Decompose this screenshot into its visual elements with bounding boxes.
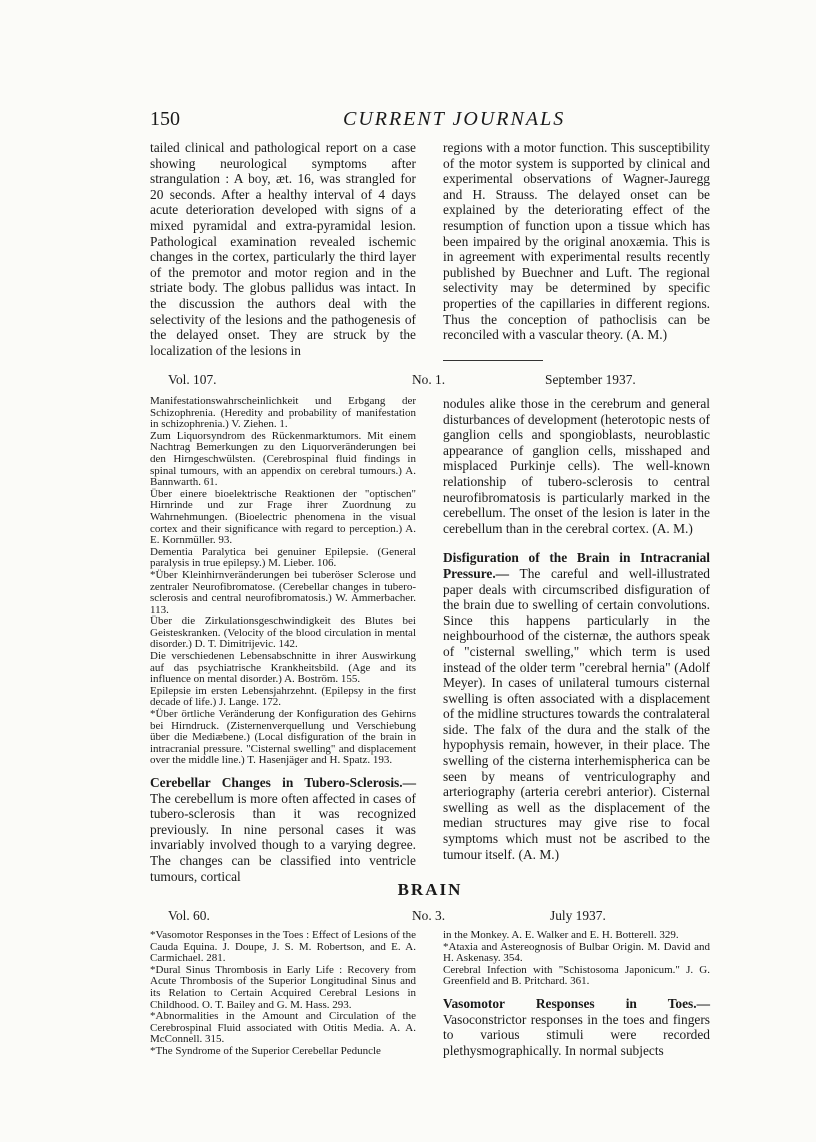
reference-item: Manifestationswahrscheinlichkeit und Erbgang der Schizophrenia. (Heredity and probability of manifestation in schizophrenia.) V. Ziehen. 1. [150,395,416,431]
page-number: 150 [150,108,180,130]
volume-number: Vol. 60. [168,908,210,923]
contents-list-2-left [150,930,416,1058]
top-right-column [443,140,710,343]
disfiguration-article [443,550,710,862]
reference-item: Cerebral Infection with "Schistosoma Japonicum." J. G. Greenfield and B. Pritchard. 361. [443,963,710,988]
article-heading: Cerebellar Changes in Tubero-Sclerosis.— [150,775,416,790]
reference-item: *Über Kleinhirnveränderungen bei tuberöser Sclerose und zentraler Neurofibromatose. (Cerebellar changes in tubero-sclerosis and central neurofibromatosis.) W. Ammerbacher. 113. [150,568,416,616]
issue-date: September 1937. [545,372,636,387]
reference-item: Über die Zirkulationsgeschwindigkeit des Blutes bei Geisteskranken. (Velocity of the blood circulation in mental disorder.) D. T. Dimitrijevic. 142. [150,615,416,651]
reference-item: Über einere bioelektrische Reaktionen der "optischen" Hirnrinde und zur Frage ihrer Zuordnung zu Wahrnehmungen. (Bioelectric phenomena in the visual cortex and their significance with regard to perception.) A. E. Kornmüller. 93. [150,487,416,547]
article-text: The cerebellum is more often affected in cases of tubero-sclerosis than it was recognized previously. In nine personal cases it was invariably involved though to a varying degree. The changes can be classified into ventricle tumours, cortical [150,790,416,884]
article-heading: Vasomotor Responses in Toes.— [443,995,710,1011]
contents-list-2-right [443,930,710,1058]
reference-item: in the Monkey. A. E. Walker and E. H. Botterell. 329. [443,929,679,941]
reference-item: Die verschiedenen Lebensabschnitte in ihrer Auswirkung auf das psychiatrische Krankheitsbild. (Age and its influence on mental disorder.) A. Boström. 155. [150,650,416,686]
issue-number: No. 1. [412,372,446,387]
continued-text-left: tailed clinical and pathological report on a case showing neurological symptoms after strangulation : A boy, æt. 16, was strangled for 20 seconds. After a healthy interval of 4 days acute deterioration developed with signs of a mixed pyramidal and extra-pyramidal lesion. Pathological examination revealed ischemic changes in the cortex, particularly the third layer of the premotor and motor region and in the striate body. The globus pallidus was intact. In the discussion the authors deal with the selectivity of the lesions and the pathogenesis of the delayed onset. They are struck by the localization of the lesions in [150,140,416,358]
issue-date: July 1937. [550,908,606,923]
volume-number: Vol. 107. [168,372,217,387]
article-text: Vasoconstrictor responses in the toes and fingers to various stimuli were recorded plethysmographically. In normal subjects [443,1011,710,1058]
reference-item: Epilepsie im ersten Lebensjahrzehnt. (Epilepsy in the first decade of life.) J. Lange. 172. [150,684,416,709]
reference-item: Dementia Paralytica bei genuiner Epilepsie. (General paralysis in true epilepsy.) M. Lieber. 106. [150,545,416,570]
reference-item: *Ataxia and Astereognosis of Bulbar Origin. M. David and H. Askenasy. 354. [443,940,710,965]
reference-item: *Vasomotor Responses in the Toes : Effect of Lesions of the Cauda Equina. J. Doupe, J. S. M. Robertson, and E. A. Carmichael. 281. [150,929,416,965]
middle-right-column [443,396,710,862]
reference-item: Zum Liquorsyndrom des Rückenmarktumors. Mit einem Nachtrag Bemerkungen zu den Liquorveränderungen bei den Hirngeschwülsten. (Cerebrospinal fluid findings in spinal tumours, with an appendix on cerebral tumours.) A. Bannwarth. 61. [150,429,416,489]
contents-list-1 [150,396,416,884]
top-left-column [150,140,416,358]
section-divider [443,360,543,361]
reference-item: *Über örtliche Veränderung der Konfiguration des Gehirns bei Hirndruck. (Zisternenverquellung und Verschiebung über die Mediæbene.) (Local disfiguration of the brain in intracranial pressure. "Cisternal swelling" and displacement over the middle line.) T. Hasenjäger and H. Spatz. 193. [150,708,416,767]
reference-item: *Dural Sinus Thrombosis in Early Life : Recovery from Acute Thrombosis of the Superior Longitudinal Sinus and its Relation to Certain Acquired Cerebral Lesions in Childhood. O. T. Bailey and G. M. Hass. 293. [150,963,416,1011]
journal-title: CURRENT JOURNALS [343,108,566,130]
cerebellar-article [150,775,416,884]
article-text: The careful and well-illustrated paper deals with circumscribed disfiguration of the brain due to swelling of certain convolutions. Since this happens particularly in the neighbourhood of the cisternæ, the authors speak of "cisternal swelling," which term is used instead of the older term "cerebral hernia" (Adolf Meyer). In cases of unilateral tumours cisternal swelling is often associated with a displacement of the midline structures towards the contralateral side. The falx of the dura and the stalk of the hypophysis remain, however, in their place. The swelling of the cisterna interhemispherica can be seen by means of ventriculography and arteriography (arteria cerebri anterior). Cisternal swelling as well as the displacement of the median structures may give rise to focal symptoms which must not be ascribed to the tumour itself. (A. M.) [443,565,710,862]
section-title-brain: BRAIN [397,880,463,899]
vasomotor-article [443,996,710,1058]
cerebellar-article-continued: nodules alike those in the cerebrum and general disturbances of development (heterotopic nests of ganglion cells and spongioblasts, neuroblastic appearance of ganglion cells, misshaped and misplaced Purkinje cells). The well-known relationship of tubero-sclerosis to central neurofibromatosis is particularly marked in the cerebellum. The onset of the lesion is later in the cerebellum than in the cerebral cortex. (A. M.) [443,396,710,536]
continued-text-right: regions with a motor function. This susceptibility of the motor system is supported by clinical and experimental observations of Wagner-Jauregg and H. Strauss. The delayed onset can be explained by the deteriorating effect of the resumption of function upon a tissue which has been impaired by the original anoxæmia. This is in agreement with experimental results recently published by Buechner and Luft. The regional selectivity may be determined by specific properties of the capillaries in different regions. Thus the conception of pathoclisis can be reconciled with a vascular theory. (A. M.) [443,140,710,343]
reference-item: *Abnormalities in the Amount and Circulation of the Cerebrospinal Fluid associated with Otitis Media. A. A. McConnell. 315. [150,1010,416,1046]
page-header [150,108,710,138]
article-heading: Disfiguration of the Brain in Intracranial Pressure.— [443,550,710,581]
issue-number: No. 3. [412,908,446,923]
reference-item: *The Syndrome of the Superior Cerebellar Peduncle [150,1044,381,1057]
